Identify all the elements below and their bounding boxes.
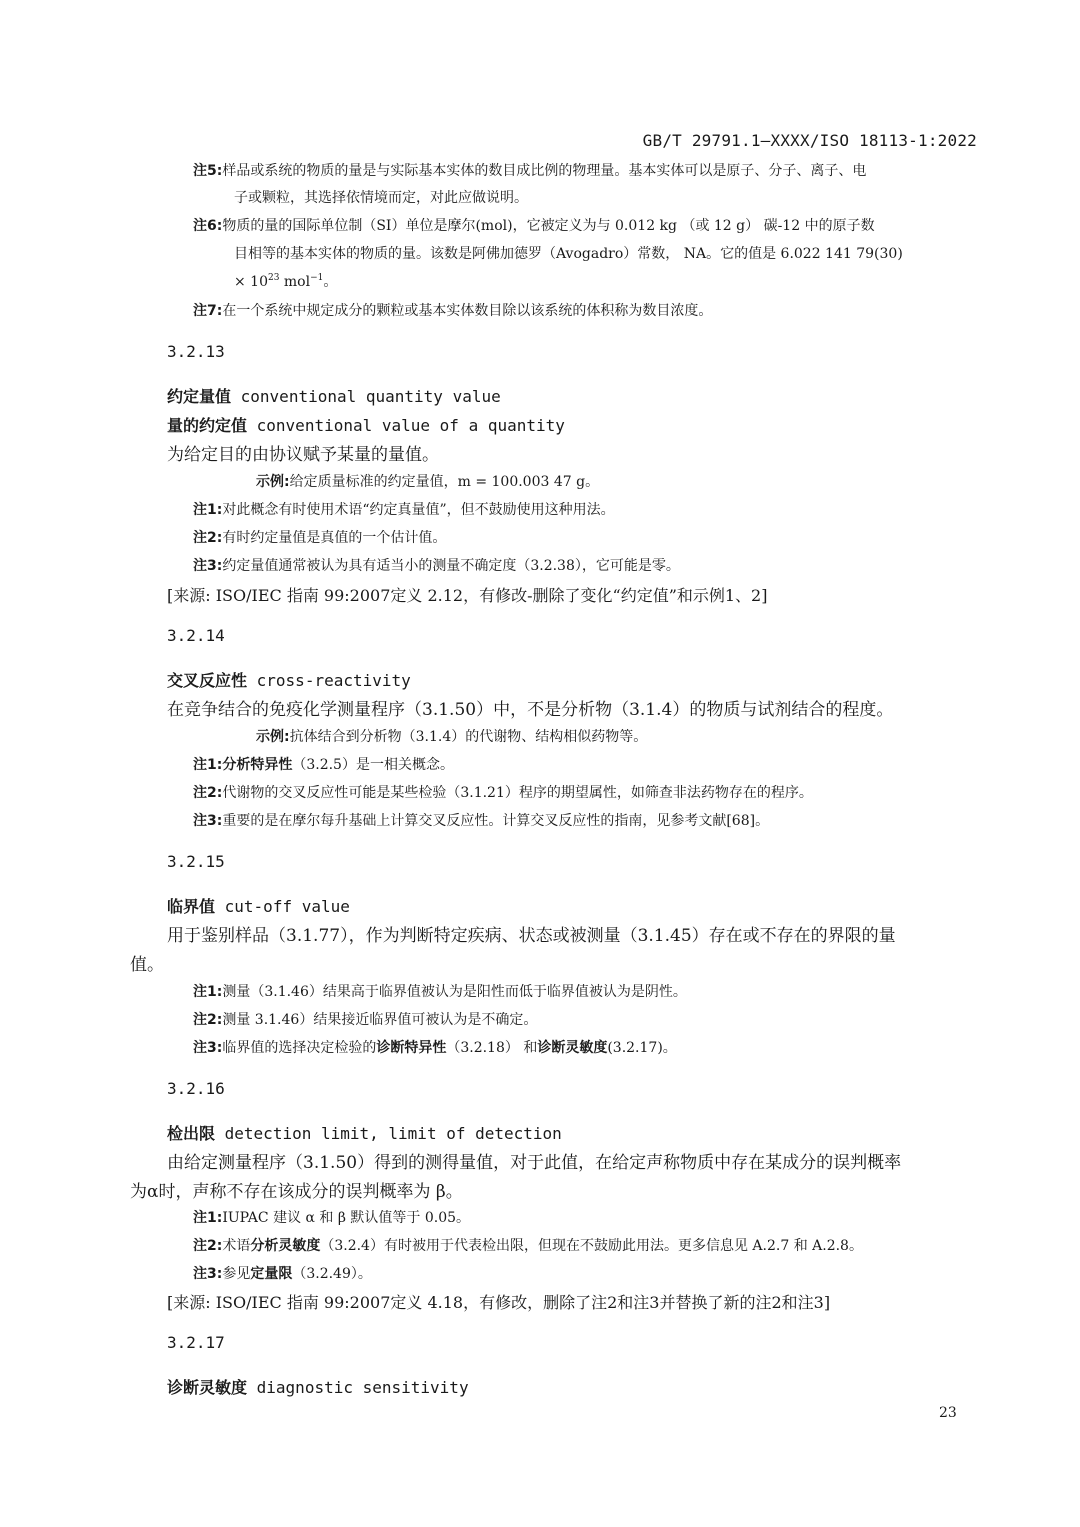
- definition-3-2-13: 为给定目的由协议赋予某量的量值。: [167, 445, 439, 465]
- term-cut-off-value: 临界值 cut-off value: [167, 897, 350, 916]
- definition-3-2-15: 用于鉴别样品（3.1.77），作为判断特定疾病、状态或被测量（3.1.45）存在或不存在的界限的量: [167, 926, 896, 946]
- note-6: 注6:物质的量的国际单位制（SI）单位是摩尔(mol)，它被定义为与 0.012 kg （或 12 g） 碳-12 中的原子数: [193, 218, 875, 234]
- note-3-2-16-3: 注3:参见定量限（3.2.49）。: [193, 1266, 372, 1282]
- page-number: 23: [939, 1405, 957, 1421]
- note-5: 注5:样品或系统的物质的量是与实际基本实体的数目成比例的物理量。基本实体可以是原子、分子、离子、电: [193, 163, 867, 179]
- note-3-2-15-3: 注3:临界值的选择决定检验的诊断特异性（3.2.18） 和诊断灵敏度(3.2.17)。: [193, 1040, 677, 1056]
- note-3-2-13-2: 注2:有时约定量值是真值的一个估计值。: [193, 530, 447, 546]
- term-diagnostic-sensitivity: 诊断灵敏度 diagnostic sensitivity: [167, 1378, 469, 1397]
- definition-3-2-16-continuation: 为α时，声称不存在该成分的误判概率为 β。: [130, 1182, 463, 1202]
- note-5-continuation: 子或颗粒，其选择依情境而定，对此应做说明。: [234, 190, 528, 206]
- note-3-2-16-2: 注2:术语分析灵敏度（3.2.4）有时被用于代表检出限，但现在不鼓励此用法。更多信息见 A.2.7 和 A.2.8。: [193, 1238, 863, 1254]
- example-3-2-14: 示例:抗体结合到分析物（3.1.4）的代谢物、结构相似药物等。: [256, 729, 648, 745]
- note-6-continuation-2: × $10^{23}$ mol$^{-1}$。: [234, 273, 338, 290]
- definition-3-2-14: 在竞争结合的免疫化学测量程序（3.1.50）中，不是分析物（3.1.4）的物质与试剂结合的程度。: [167, 700, 894, 720]
- section-number-3-2-15: 3.2.15: [167, 852, 225, 871]
- section-number-3-2-17: 3.2.17: [167, 1333, 225, 1352]
- source-3-2-16: [来源: ISO/IEC 指南 99:2007定义 4.18，有修改，删除了注2和注3并替换了新的注2和注3]: [167, 1293, 831, 1312]
- standard-number-header: GB/T 29791.1—XXXX/ISO 18113-1:2022: [642, 131, 977, 150]
- section-number-3-2-13: 3.2.13: [167, 342, 225, 361]
- definition-3-2-16: 由给定测量程序（3.1.50）得到的测得量值，对于此值，在给定声称物质中存在某成分的误判概率: [167, 1153, 902, 1173]
- note-3-2-16-1: 注1:IUPAC 建议 α 和 β 默认值等于 0.05。: [193, 1210, 471, 1226]
- section-number-3-2-14: 3.2.14: [167, 626, 225, 645]
- term-cross-reactivity: 交叉反应性 cross-reactivity: [167, 671, 411, 690]
- note-3-2-14-1: 注1:分析特异性（3.2.5）是一相关概念。: [193, 757, 454, 773]
- note-7: 注7:在一个系统中规定成分的颗粒或基本实体数目除以该系统的体积称为数目浓度。: [193, 303, 713, 319]
- term-conventional-quantity-value: 约定量值 conventional quantity value: [167, 387, 501, 406]
- term-conventional-value-of-quantity: 量的约定值 conventional value of a quantity: [167, 416, 565, 435]
- example-3-2-13: 示例:给定质量标准的约定量值，m = 100.003 47 g。: [256, 474, 600, 490]
- source-3-2-13: [来源: ISO/IEC 指南 99:2007定义 2.12，有修改-删除了变化“约定值”和示例1、2]: [167, 586, 768, 605]
- note-3-2-13-3: 注3:约定量值通常被认为具有适当小的测量不确定度（3.2.38），它可能是零。: [193, 558, 680, 574]
- term-detection-limit: 检出限 detection limit, limit of detection: [167, 1124, 562, 1143]
- definition-3-2-15-continuation: 值。: [130, 955, 164, 975]
- note-3-2-14-3: 注3:重要的是在摩尔每升基础上计算交叉反应性。计算交叉反应性的指南，见参考文献[68]。: [193, 813, 770, 829]
- note-6-continuation: 目相等的基本实体的物质的量。该数是阿佛加德罗（Avogadro）常数， NA。它的值是 6.022 141 79(30): [234, 246, 903, 262]
- note-3-2-15-1: 注1:测量（3.1.46）结果高于临界值被认为是阳性而低于临界值被认为是阴性。: [193, 984, 687, 1000]
- note-3-2-14-2: 注2:代谢物的交叉反应性可能是某些检验（3.1.21）程序的期望属性，如筛查非法药物存在的程序。: [193, 785, 813, 801]
- note-3-2-15-2: 注2:测量 3.1.46）结果接近临界值可被认为是不确定。: [193, 1012, 538, 1028]
- note-3-2-13-1: 注1:对此概念有时使用术语“约定真量值”，但不鼓励使用这种用法。: [193, 502, 615, 518]
- section-number-3-2-16: 3.2.16: [167, 1079, 225, 1098]
